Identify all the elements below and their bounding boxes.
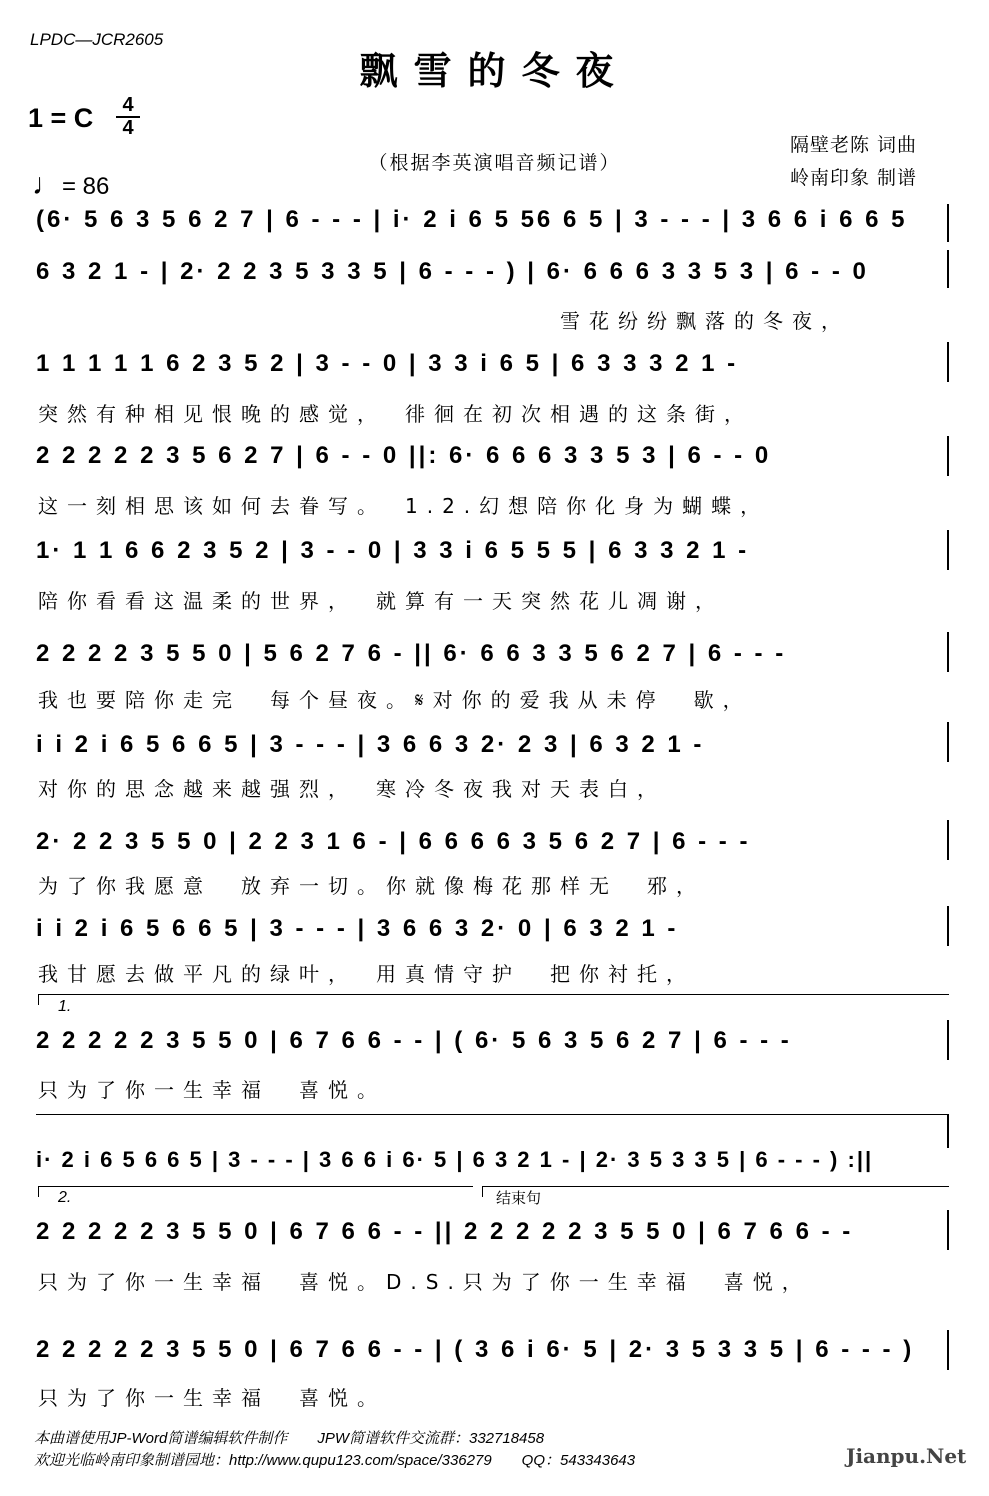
score-row: 2 2 2 2 2 3 5 5 0 | 6 7 6 6 - - | ( 6· 5 6 3 5 6 2 7 | 6 - - - (36, 1027, 792, 1054)
score-code: LPDC—JCR2605 (30, 30, 164, 49)
coda-bracket (482, 1186, 949, 1197)
score-row: (6· 5 6 3 5 6 2 7 | 6 - - - | i· 2 i 6 5 56 6 5 | 3 - - - | 3 6 6 i 6 6 5 (36, 206, 908, 233)
footer-software-note: 本曲谱使用JP-Word简谱编辑软件制作 JPW简谱软件交流群：332718458 (34, 1430, 545, 1447)
staff-end-line (947, 1330, 949, 1370)
time-denominator: 4 (122, 117, 134, 139)
credit-notation: 岭南印象 制谱 (790, 167, 918, 189)
score-row: 2 2 2 2 3 5 5 0 | 5 6 2 7 6 - || 6· 6 6 3 3 5 6 2 7 | 6 - - - (36, 640, 787, 667)
staff-end-line (947, 906, 949, 946)
quarter-note-icon: ♩ (32, 168, 62, 201)
lyric-row: 只为了你一生幸福 喜悦。 (38, 1078, 386, 1102)
staff-end-line (947, 1020, 949, 1060)
bracket-line (36, 1114, 948, 1115)
lyric-row: 这一刻相思该如何去眷写。 1.2.幻想陪你化身为蝴蝶， (38, 494, 770, 518)
score-row: i i 2 i 6 5 6 6 5 | 3 - - - | 3 6 6 3 2· 0 | 6 3 2 1 - (36, 915, 679, 942)
lyric-row: 我甘愿去做平凡的绿叶， 用真情守护 把你衬托， (38, 962, 695, 986)
tempo-mark (32, 168, 109, 202)
score-row: i i 2 i 6 5 6 6 5 | 3 - - - | 3 6 6 3 2· 2 3 | 6 3 2 1 - (36, 731, 705, 758)
lyric-row: 只为了你一生幸福 喜悦。 (38, 1386, 386, 1410)
staff-end-line (947, 204, 949, 242)
volta-bracket-1 (38, 994, 949, 1005)
volta-label-1: 1. (58, 998, 72, 1015)
staff-end-line (947, 820, 949, 860)
lyric-row: 我也要陪你走完 每个昼夜。𝄋对你的爱我从未停 歇， (38, 688, 752, 712)
lyric-row: 只为了你一生幸福 喜悦。D.S.只为了你一生幸福 喜悦， (38, 1270, 811, 1294)
footer-website-note: 欢迎光临岭南印象制谱园地：http://www.qupu123.com/space/336279 QQ：543343643 (34, 1452, 636, 1469)
score-row: 2 2 2 2 2 3 5 5 0 | 6 7 6 6 - - | ( 3 6 i 6· 5 | 2· 3 5 3 3 5 | 6 - - - ) (36, 1336, 915, 1363)
volta-bracket-2 (38, 1186, 473, 1197)
staff-end-line (947, 632, 949, 672)
lyric-row: 对你的思念越来越强烈， 寒冷冬夜我对天表白， (38, 777, 666, 801)
staff-end-line (947, 1210, 949, 1250)
staff-end-line (947, 722, 949, 762)
notation-source: （根据李英演唱音频记谱） (368, 152, 621, 174)
score-row: 2 2 2 2 2 3 5 5 0 | 6 7 6 6 - - || 2 2 2 2 2 3 5 5 0 | 6 7 6 6 - - (36, 1218, 854, 1245)
score-row: 1· 1 1 6 6 2 3 5 2 | 3 - - 0 | 3 3 i 6 5 5 5 | 6 3 3 2 1 - (36, 537, 750, 564)
lyric-row: 雪花纷纷飘落的冬夜， (560, 309, 850, 333)
staff-end-line (947, 250, 949, 288)
brand-logo: Jianpu.Net (846, 1444, 967, 1468)
time-signature (116, 96, 140, 138)
credit-lyrics: 隔壁老陈 词曲 (790, 134, 918, 156)
tempo-value: = 86 (62, 173, 110, 200)
page-title: 飘雪的冬夜 (359, 48, 630, 93)
score-row: i· 2 i 6 5 6 6 5 | 3 - - - | 3 6 6 i 6· 5 | 6 3 2 1 - | 2· 3 5 3 3 5 | 6 - - - ) :|| (36, 1147, 874, 1172)
score-row: 1 1 1 1 1 6 2 3 5 2 | 3 - - 0 | 3 3 i 6 5 | 6 3 3 3 2 1 - (36, 350, 739, 377)
time-numerator: 4 (122, 94, 134, 116)
volta-label-2: 2. (58, 1189, 72, 1206)
key-signature: 1 = C (28, 103, 94, 133)
lyric-row: 突然有种相见恨晚的感觉， 徘徊在初次相遇的这条街， (38, 402, 753, 426)
staff-end-line (947, 436, 949, 476)
lyric-row: 为了你我愿意 放弃一切。你就像梅花那样无 邪， (38, 874, 705, 898)
staff-end-line (947, 342, 949, 382)
score-row: 2 2 2 2 2 3 5 6 2 7 | 6 - - 0 ||: 6· 6 6 6 3 3 5 3 | 6 - - 0 (36, 442, 772, 469)
score-row: 2· 2 2 3 5 5 0 | 2 2 3 1 6 - | 6 6 6 6 3 5 6 2 7 | 6 - - - (36, 828, 751, 855)
staff-end-line (947, 530, 949, 570)
coda-label: 结束句 (496, 1189, 542, 1207)
staff-end-line (947, 1114, 949, 1148)
lyric-row: 陪你看看这温柔的世界， 就算有一天突然花儿凋谢， (38, 589, 724, 613)
score-row: 6 3 2 1 - | 2· 2 2 3 5 3 3 5 | 6 - - - ) | 6· 6 6 6 3 3 5 3 | 6 - - 0 (36, 258, 869, 285)
